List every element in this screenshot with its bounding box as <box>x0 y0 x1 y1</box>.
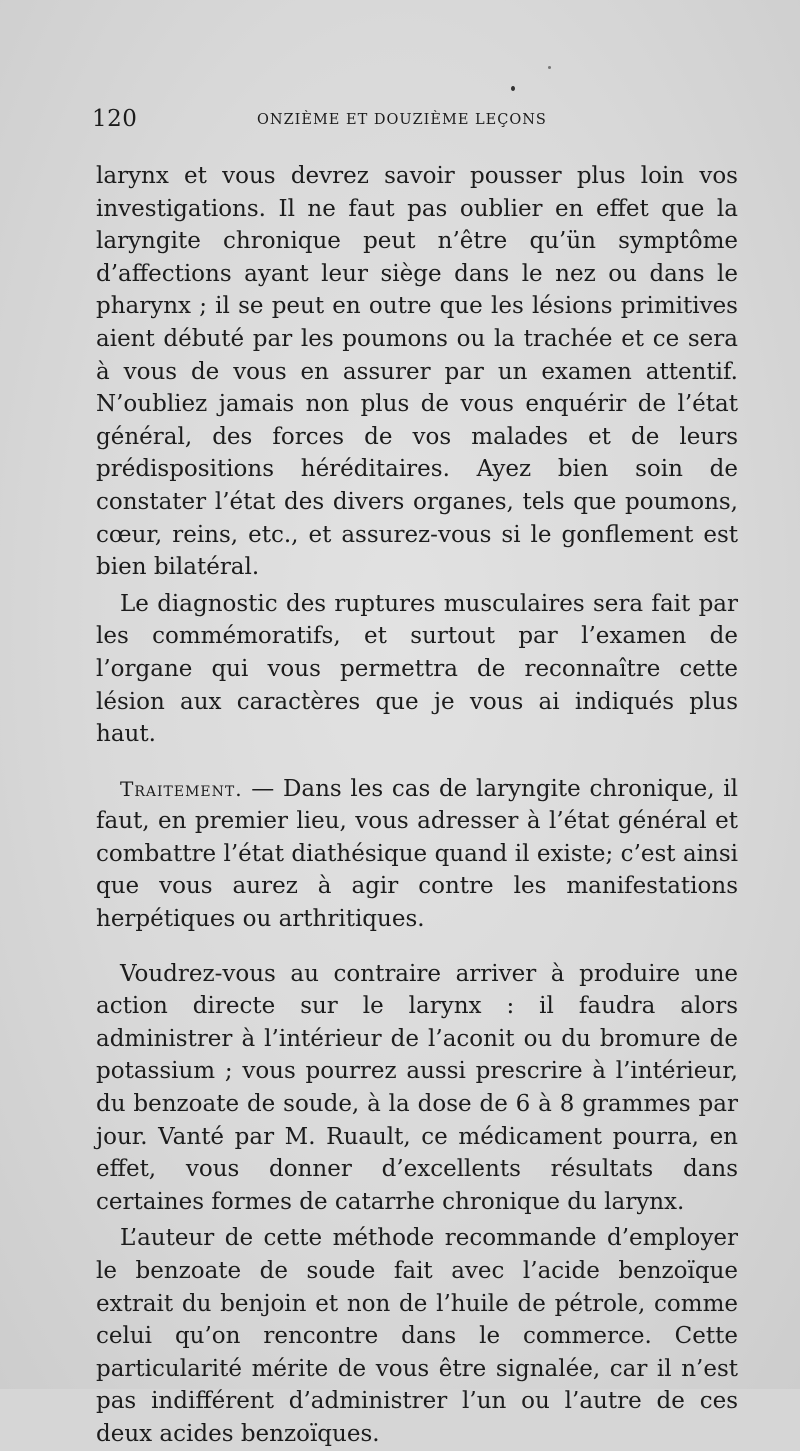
page-header <box>92 106 738 140</box>
paragraph-benzoate: L’auteur de cette méthode recommande d’employer le benzoate de soude fait avec l’acide benzoïque extrait du benjoin et non de l’huile de pétrole, comme celui qu’on rencontre dans le commerce. Cette particularité mérite de vous être signalée, car il n’est pas indifférent d’administrer l’un ou l’autre de ces deux acides benzoïques. <box>96 1225 738 1447</box>
paragraph-larynx-action: Voudrez-vous au contraire arriver à produire une action directe sur le larynx : il faudra alors administrer à l’intérieur de l’aconit ou du bromure de potassium ; vous pourrez aussi prescrire à l’intérieur, du benzoate de soude, à la dose de 6 à 8 grammes par jour. Vanté par M. Ruault, ce médicament pourra, en effet, vous donner d’excellents résultats dans certaines formes de catarrhe chronique du larynx. <box>96 960 738 1215</box>
paragraph-continuation: larynx et vous devrez savoir pousser plus loin vos investigations. Il ne faut pas oublier en effet que la laryngite chronique peut n’être qu’ün symptôme d’affections ayant leur siège dans le nez ou dans le pharynx ; il se peut en outre que les lésions primitives aient débuté par les poumons ou la trachée et ce sera à vous de vous en assurer par un examen attentif. N’oubliez jamais non plus de vous enquérir de l’état général, des forces de vos malades et de leurs prédispositions héréditaires. Ayez bien soin de constater l’état des divers organes, tels que poumons, cœur, reins, etc., et assurez-vous si le gonflement est bien bilatéral. <box>96 163 738 581</box>
body-text <box>96 160 738 1451</box>
section-heading: Traitement. <box>120 776 243 801</box>
page-number: 120 <box>92 106 138 132</box>
paragraph-treatment-text: — Dans les cas de laryngite chronique, il faut, en premier lieu, vous adresser à l’état général et combattre l’état diathésique quand il existe; c’est ainsi que vous aurez à agir contre les manifestations herpétiques ou arthritiques. <box>96 775 738 933</box>
paragraph-diagnostic: Le diagnostic des ruptures musculaires sera fait par les commémoratifs, et surtout par l’examen de l’organe qui vous permettra de reconnaître cette lésion aux caractères que je vous ai indiqués plus haut. <box>96 590 738 748</box>
running-title: ONZIÈME ET DOUZIÈME LEÇONS <box>257 112 547 128</box>
ink-speck <box>511 86 515 91</box>
paragraph-treatment <box>96 773 738 936</box>
ink-speck <box>548 66 551 69</box>
